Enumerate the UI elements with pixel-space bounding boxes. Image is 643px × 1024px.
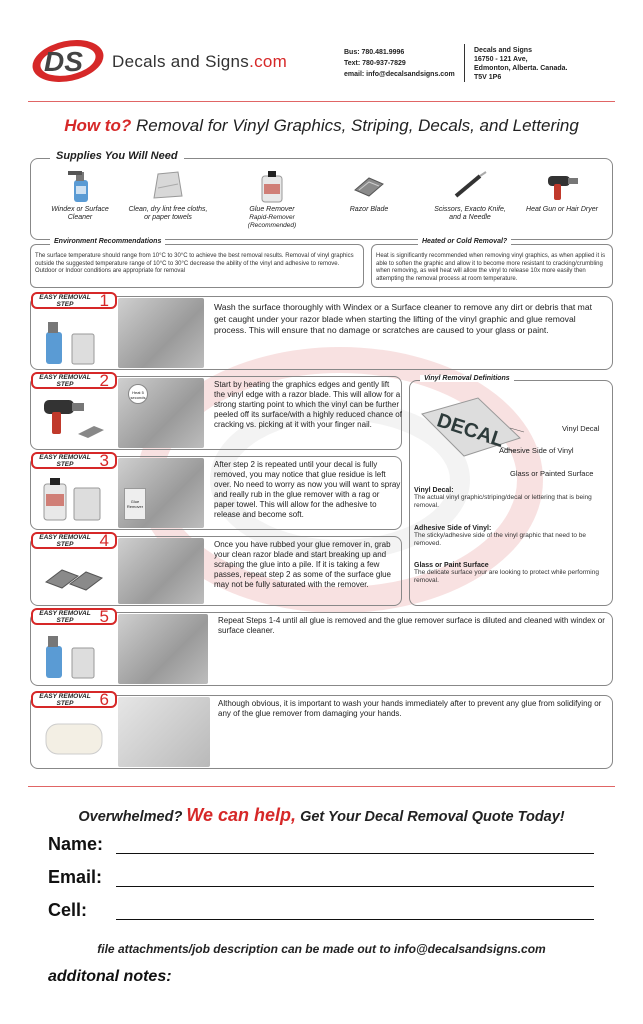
step-badge-label: EASY REMOVAL STEP: [39, 534, 91, 548]
step-badge-label: EASY REMOVAL STEP: [39, 454, 91, 468]
step-number: 6: [99, 690, 109, 709]
address-block: [474, 46, 567, 82]
heat-panel: [371, 244, 613, 288]
step-4-badge: [31, 532, 117, 549]
decal-word: DECAL: [434, 409, 507, 452]
def-desc: The actual vinyl graphic/striping/decal or lettering that is being removal.: [414, 494, 592, 509]
step-5-text: Repeat Steps 1-4 until all glue is removed and the glue remover surface is diluted and cleaned with windex or surface cleaner.: [218, 616, 605, 635]
heat-gun-icon: [38, 394, 110, 446]
address-postal: T5V 1P6: [474, 74, 502, 81]
label-vinyl-decal: Vinyl Decal: [562, 424, 600, 433]
step-badge-label: EASY REMOVAL STEP: [39, 294, 91, 308]
text-phone: Text: 780-937-7829: [344, 60, 406, 67]
step-badge-label: EASY REMOVAL STEP: [39, 693, 91, 707]
header-rule: [28, 101, 615, 102]
definitions-heading: Vinyl Removal Definitions: [420, 375, 514, 382]
supply-heat-gun: [522, 168, 602, 214]
step-badge-label: EASY REMOVAL STEP: [39, 374, 91, 388]
exacto-knife-icon: [450, 168, 490, 204]
cloth-icon: [148, 168, 188, 204]
cta-help: We can help,: [186, 805, 297, 825]
heat-heading: Heated or Cold Removal?: [418, 238, 511, 245]
supply-cloths: [128, 168, 208, 222]
step-4-photo: [118, 538, 204, 604]
step-5-photo: [118, 614, 208, 684]
supply-windex: [40, 168, 120, 222]
supply-sub: Rapid-Remover (Recommended): [247, 214, 297, 229]
cta-lead: Overwhelmed?: [78, 809, 187, 825]
company-logo[interactable]: [30, 36, 106, 86]
file-attachment-note: file attachments/job description can be made out to info@decalsandsigns.com: [97, 942, 546, 956]
step-6-photo: [118, 697, 210, 767]
step-1-text: Wash the surface thoroughly with Windex or a Surface cleaner to remove any dirt or debris that mat get caught under your razor blade when starting the lifting of the vinyl graphic and glue removal process. This will ensure that no damage or scratches are caused to your glass or paint.: [214, 302, 592, 335]
environment-text: The surface temperature should range from 10°C to 30°C to achieve the best removal results. Removal of vinyl graphics outside the suggested temperature range of 10°C to 30°C decrease the ability of the vinyl and adhesive to remove. Outdoor or Indoor conditions are appropriate for removal: [35, 253, 354, 274]
step-number: 3: [99, 451, 109, 470]
spray-bottle-icon: [63, 168, 97, 204]
step-5-badge: [31, 608, 117, 625]
additional-notes-label: additonal notes:: [48, 968, 172, 985]
supply-name: Glue Remover: [249, 206, 295, 213]
supply-knife: [430, 168, 510, 222]
step-6-badge: [31, 691, 117, 708]
cta-heading: [0, 805, 643, 826]
def-surface: [414, 562, 608, 585]
def-vinyl: [414, 487, 608, 510]
glue-remover-bottle: Glue Remover: [124, 488, 146, 520]
supply-name: Heat Gun or Hair Dryer: [526, 206, 598, 213]
jug-icon: [38, 474, 110, 526]
brand-text: Decals and Signs: [112, 52, 250, 71]
brand-name: [112, 52, 287, 72]
step-4-text: Once you have rubbed your glue remover in, grab your clean razor blade and start breaking up and scraping the glue into a pile. If it is taking a few passes, repeat step 2 as some of the surface glue may not be fully saturated with the remover.: [214, 540, 391, 589]
decal-diagram: [416, 392, 526, 470]
name-label: Name:: [48, 834, 104, 854]
header-divider: [464, 44, 465, 82]
contact-block: [344, 47, 455, 80]
title-lead: How to?: [64, 116, 132, 135]
step-1-badge: [31, 292, 117, 309]
step-3-badge: [31, 452, 117, 469]
heat-gun-icon: [542, 168, 582, 204]
supply-razor: [329, 168, 409, 214]
supply-glue-remover: [232, 168, 312, 230]
def-term: Vinyl Decal:: [414, 487, 454, 494]
soap-bar-icon: [40, 716, 110, 760]
def-desc: The sticky/adhesive side of the vinyl graphic that need to be removed.: [414, 532, 586, 547]
heat-text: Heat is significantly recommended when removing vinyl graphics, as when applied it is able to soften the graphic and allow it to become more resistant to cracking/crumbling when removing, as well heat will allow the vinyl to release 10x more easily then attempting the removal process at room temperature.: [376, 253, 606, 282]
spray-bottle-icon: [38, 316, 110, 368]
razor-blade-icon: [349, 168, 389, 204]
step-6-text: Although obvious, it is important to wash your hands immediately after to prevent any glue from solidifying or any of the glue remover from damaging your hands.: [218, 699, 602, 718]
brand-suffix: .com: [249, 52, 288, 71]
label-adhesive-side: Adhesive Side of Vinyl: [499, 446, 574, 455]
title-rest: Removal for Vinyl Graphics, Striping, Decals, and Lettering: [131, 116, 579, 135]
def-term: Glass or Paint Surface: [414, 562, 489, 569]
bus-phone: Bus: 780.481.9996: [344, 49, 405, 56]
step-1-photo: [118, 298, 204, 368]
address-city: Edmonton, Alberta. Canada.: [474, 65, 568, 72]
heat-timer-badge: Heat 5 seconds: [128, 384, 148, 404]
def-term: Adhesive Side of Vinyl:: [414, 525, 492, 532]
environment-heading: Environment Recommendations: [50, 238, 165, 245]
cell-label: Cell:: [48, 900, 88, 920]
def-desc: The delicate surface your are looking to protect while performing removal.: [414, 569, 599, 584]
contact-email[interactable]: email: info@decalsandsigns.com: [344, 71, 455, 78]
supply-name: Clean, dry lint free cloths, or paper towels: [128, 206, 208, 221]
cell-field[interactable]: [116, 919, 594, 920]
step-number: 5: [99, 607, 109, 626]
email-label: Email:: [48, 867, 103, 887]
step-3-text: After step 2 is repeated until your decal is fully removed, you may notice that glue residue is left over. No need to worry as now you will want to spray and really rub in the glue remover with a rag or paper towel. This will allow for the adhesive to release and become soft.: [214, 460, 401, 519]
address-street: 16750 - 121 Ave,: [474, 56, 528, 63]
environment-panel: [30, 244, 364, 288]
step-number: 4: [99, 531, 109, 550]
logo-letters: DS: [44, 46, 83, 77]
spray-bottle-icon: [38, 630, 110, 682]
razor-blade-icon: [40, 560, 110, 594]
step-2-text: Start by heating the graphics edges and gently lift the vinyl edge with a razor blade. This will allow for a strong starting point to which the vinyl can be further peeled off its surface/with a highly reduced chance of cracking vs. picking at it with your finger nail.: [214, 380, 402, 429]
name-field[interactable]: [116, 853, 594, 854]
step-badge-label: EASY REMOVAL STEP: [39, 610, 91, 624]
supplies-heading: Supplies You Will Need: [50, 150, 184, 162]
jug-icon: [255, 168, 289, 204]
step-number: 2: [99, 371, 109, 390]
footer-rule: [28, 786, 615, 787]
address-name: Decals and Signs: [474, 47, 532, 54]
page-title: [0, 116, 643, 136]
label-glass-surface: Glass or Painted Surface: [510, 469, 594, 478]
cta-tail: Get Your Decal Removal Quote Today!: [296, 809, 565, 825]
def-adhesive: [414, 525, 608, 548]
supply-name: Scissors, Exacto Knife, and a Needle: [434, 206, 506, 221]
supply-name: Windex or Surface Cleaner: [51, 206, 109, 221]
email-field[interactable]: [116, 886, 594, 887]
supply-name: Razor Blade: [349, 206, 389, 213]
step-2-badge: [31, 372, 117, 389]
step-number: 1: [99, 291, 109, 310]
